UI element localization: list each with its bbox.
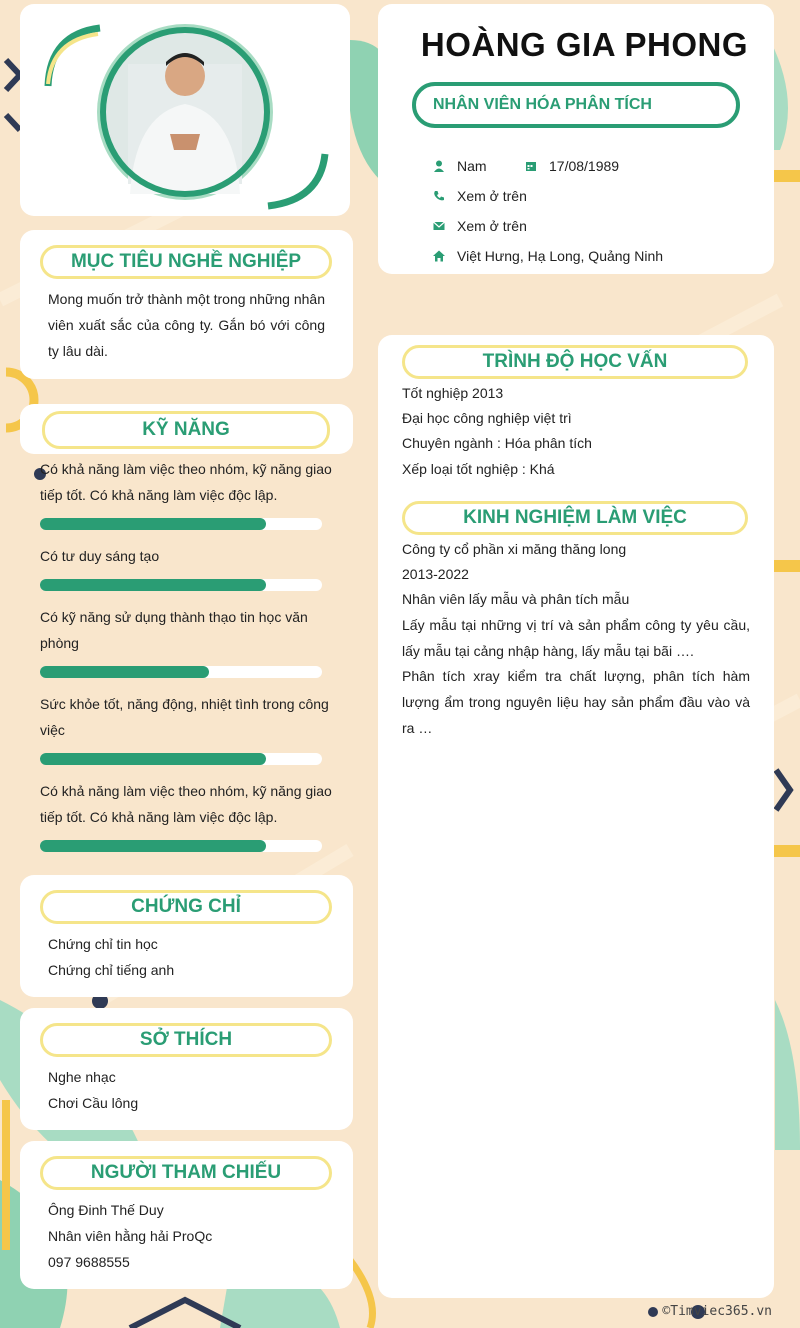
skill-bar-fill: [40, 840, 266, 852]
objective-title: MỤC TIÊU NGHỀ NGHIỆP: [40, 245, 332, 279]
objective-text: Mong muốn trở thành một trong những nhân viên xuất sắc của công ty. Gắn bó với công ty lâu dài.: [48, 291, 325, 359]
education-item: Chuyên ngành : Hóa phân tích: [402, 435, 592, 451]
job-title: NHÂN VIÊN HÓA PHÂN TÍCH: [412, 82, 740, 128]
email-row: [432, 216, 527, 236]
hobby-item: Chơi Cầu lông: [48, 1095, 139, 1111]
phone-value: Xem ở trên: [457, 188, 527, 204]
reference-item: Ông Đinh Thế Duy: [48, 1202, 164, 1218]
experience-duty: Phân tích xray kiểm tra chất lượng, phân tích hàm lượng ẩm trong nguyên liệu hay sản phẩm đầu vào và ra …: [402, 668, 750, 736]
photo-card: [20, 4, 350, 216]
phone-row: [432, 186, 527, 206]
experience-duty: Lấy mẫu tại những vị trí và sản phẩm công ty yêu cầu, lấy mẫu tại cảng nhập hàng, lấy mẫu tại bãi ….: [402, 617, 750, 659]
skill-bar-fill: [40, 666, 209, 678]
skill-text: Có khả năng làm việc theo nhóm, kỹ năng giao tiếp tốt. Có khả năng làm việc độc lập.: [40, 461, 332, 503]
avatar: [20, 4, 350, 216]
gender-value: Nam: [457, 158, 487, 174]
skill-bar-fill: [40, 518, 266, 530]
birthdate-value: 17/08/1989: [549, 158, 620, 174]
experience-company: Công ty cổ phần xi măng thăng long: [402, 541, 627, 557]
skill-text: Sức khỏe tốt, năng động, nhiệt tình trong công việc: [40, 696, 329, 738]
skill-bar: [40, 579, 322, 591]
skill-text: Có khả năng làm việc theo nhóm, kỹ năng giao tiếp tốt. Có khả năng làm việc độc lập.: [40, 783, 332, 825]
education-item: Đại học công nghiệp việt trì: [402, 410, 572, 426]
candidate-name: HOÀNG GIA PHONG: [420, 26, 748, 63]
birthdate-row: [524, 156, 619, 176]
gender-row: [432, 156, 487, 176]
experience-title: KINH NGHIỆM LÀM VIỆC: [402, 501, 748, 535]
certificate-item: Chứng chỉ tiếng anh: [48, 962, 175, 978]
skill-bar: [40, 753, 322, 765]
address-value: Việt Hưng, Hạ Long, Quảng Ninh: [457, 248, 664, 264]
hobbies-title: SỞ THÍCH: [40, 1023, 332, 1057]
skill-bar: [40, 518, 322, 530]
skill-text: Có tư duy sáng tạo: [40, 548, 160, 564]
home-icon: [432, 249, 446, 263]
education-item: Tốt nghiệp 2013: [402, 385, 504, 401]
reference-item: 097 9688555: [48, 1254, 130, 1270]
education-title: TRÌNH ĐỘ HỌC VẤN: [402, 345, 748, 379]
email-icon: [432, 219, 446, 233]
references-title: NGƯỜI THAM CHIẾU: [40, 1156, 332, 1190]
address-row: [432, 246, 663, 266]
experience-period: 2013-2022: [402, 566, 469, 582]
education-item: Xếp loại tốt nghiệp : Khá: [402, 461, 555, 477]
email-value: Xem ở trên: [457, 218, 527, 234]
calendar-icon: [524, 159, 538, 173]
hobby-item: Nghe nhạc: [48, 1069, 116, 1085]
skill-bar-fill: [40, 579, 266, 591]
experience-position: Nhân viên lấy mẫu và phân tích mẫu: [402, 591, 630, 607]
skills-title: KỸ NĂNG: [42, 411, 330, 449]
certificate-item: Chứng chỉ tin học: [48, 936, 158, 952]
person-icon: [432, 159, 446, 173]
reference-item: Nhân viên hằng hải ProQc: [48, 1228, 213, 1244]
certificates-title: CHỨNG CHỈ: [40, 890, 332, 924]
skill-text: Có kỹ năng sử dụng thành thạo tin học văn phòng: [40, 609, 308, 651]
footer-copyright[interactable]: ©Timviec365.vn: [662, 1304, 772, 1319]
skill-bar: [40, 840, 322, 852]
skill-bar: [40, 666, 322, 678]
skill-bar-fill: [40, 753, 266, 765]
phone-icon: [432, 189, 446, 203]
